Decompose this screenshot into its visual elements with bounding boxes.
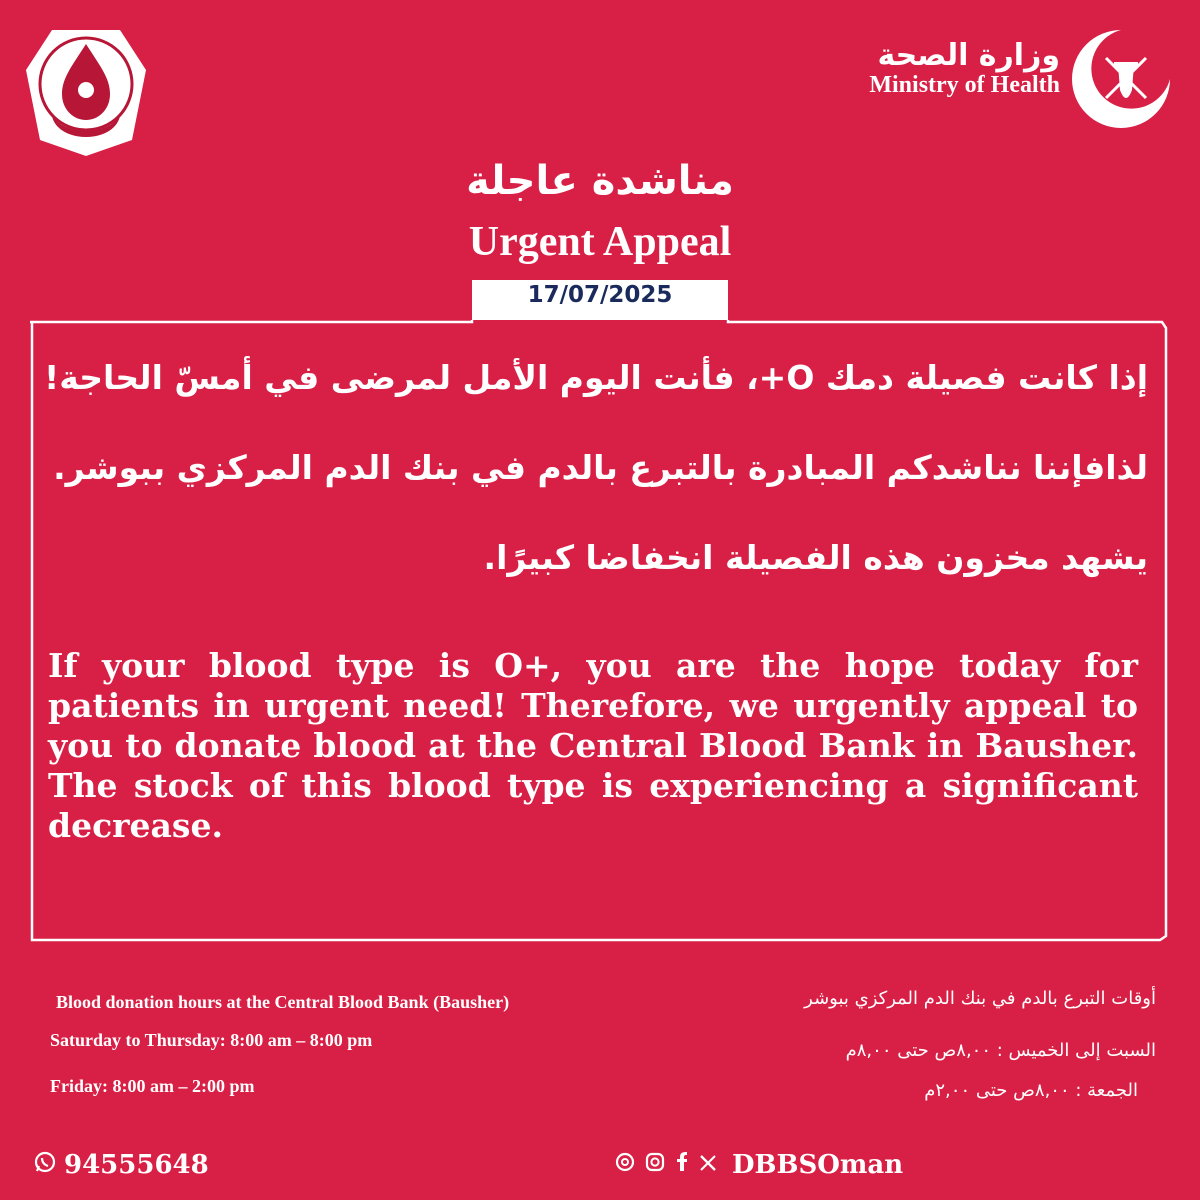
hours-friday-en: Friday: 8:00 am – 2:00 pm — [50, 1076, 255, 1096]
hours-title-ar: أوقات التبرع بالدم في بنك الدم المركزي ببوشر — [804, 988, 1156, 1009]
title-english: Urgent Appeal — [468, 219, 732, 265]
threads-icon[interactable] — [614, 1150, 636, 1180]
hours-friday-ar: الجمعة : ٨,٠٠ص حتى ٢,٠٠م — [924, 1080, 1138, 1101]
appeal-box — [30, 318, 1168, 942]
phone-contact[interactable] — [34, 1150, 209, 1180]
social-handle[interactable]: DBBSOman — [732, 1150, 904, 1180]
phone-number: 94555648 — [64, 1150, 209, 1180]
arabic-line-1: إذا كانت فصيلة دمك O+، فأنت اليوم الأمل لمرضى في أمسّ الحاجة! — [44, 358, 1148, 397]
whatsapp-icon — [34, 1150, 56, 1180]
x-icon[interactable] — [698, 1150, 718, 1180]
arabic-line-3: يشهد مخزون هذه الفصيلة انخفاضا كبيرًا. — [483, 538, 1148, 577]
ministry-name-ar: وزارة الصحة — [877, 38, 1060, 73]
facebook-icon[interactable] — [674, 1150, 690, 1180]
blood-drop-hands-logo-icon — [22, 20, 150, 158]
title-arabic: مناشدة عاجلة — [466, 158, 734, 204]
hours-title-en: Blood donation hours at the Central Blood Bank (Bausher) — [56, 992, 510, 1012]
english-appeal-text: If your blood type is O+, you are the hope today for patients in urgent need! Therefore, we urgently appeal to you to donate blood at the Central Blood Bank in Bausher. The stock of this blood type is experiencing a significant decrease. — [48, 646, 1138, 845]
instagram-icon[interactable] — [644, 1150, 666, 1180]
date-badge — [472, 276, 728, 320]
hours-weekdays-en: Saturday to Thursday: 8:00 am – 8:00 pm — [50, 1030, 373, 1050]
arabic-line-2: لذافإننا نناشدكم المبادرة بالتبرع بالدم في بنك الدم المركزي ببوشر. — [53, 448, 1148, 487]
social-links — [614, 1150, 903, 1180]
date-text: 17/07/2025 — [527, 282, 673, 308]
hours-weekdays-ar: السبت إلى الخميس : ٨,٠٠ص حتى ٨,٠٠م — [845, 1040, 1156, 1061]
crescent-khanjar-logo-icon — [1066, 24, 1176, 134]
ministry-name-en: Ministry of Health — [869, 72, 1060, 98]
